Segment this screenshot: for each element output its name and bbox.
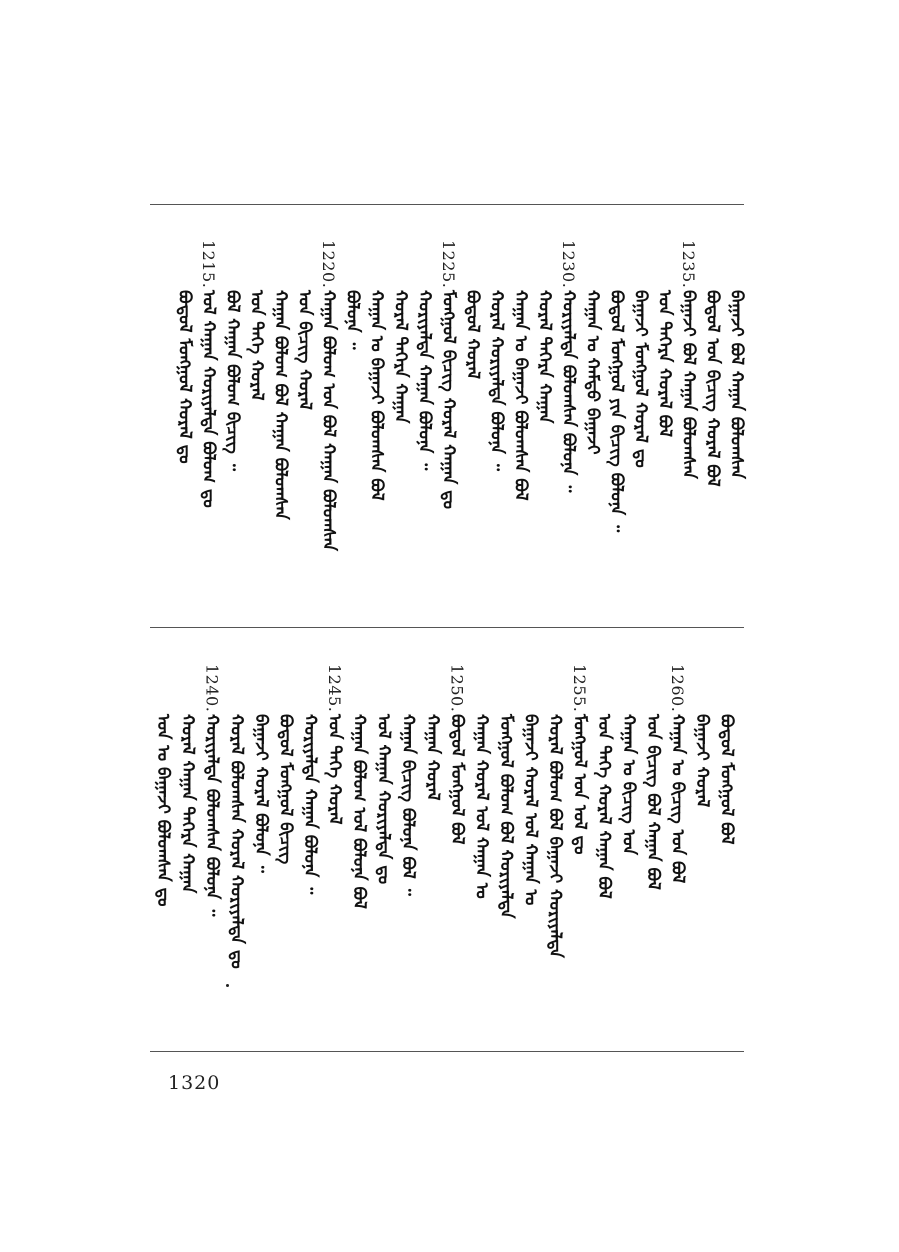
line-number: 1260. xyxy=(668,664,687,713)
verse-text: ᠬᠠᠭᠠᠨ ᠪᠣᠯᠤᠭ ᠤᠨ ᠪᠣᠯ ᠬᠠᠭᠠᠨ ᠪᠣᠯᠤᠭᠰᠠᠨ xyxy=(318,290,339,552)
verse-line xyxy=(434,240,462,509)
upper-verse-block xyxy=(170,240,750,552)
stray-dot xyxy=(226,984,229,987)
verse-text: ᠬᠤᠷᠠᠯ ᠬᠤᠷᠢᠶᠠᠯᠲᠠ ᠪᠣᠯᠤᠨᠠ ᠃ xyxy=(486,290,507,471)
verse-text: ᠬᠠᠭᠠᠨ ᠪᠣᠯᠤᠭ ᠤᠯ ᠪᠣᠯᠤᠨᠠ ᠪᠣᠯ xyxy=(349,714,369,909)
verse-text: ᠪᠠᠭᠠᠵᠢ ᠬᠤᠷᠠᠯ xyxy=(692,714,712,808)
verse-line xyxy=(516,664,544,905)
line-number: 1240. xyxy=(202,664,222,713)
verse-line xyxy=(722,240,750,479)
verse-line xyxy=(149,664,177,907)
verse-text: ᠮᠣᠩᠭᠣᠯ ᠪᠢᠴᠢᠭ ᠬᠤᠷᠠᠯ ᠬᠠᠭᠠᠨ ᠳᠤ xyxy=(438,290,459,510)
verse-line xyxy=(320,664,348,825)
verse-text: ᠪᠣᠳᠣᠯ ᠮᠣᠩᠭᠣᠯ ᠪᠣᠯ xyxy=(716,714,737,845)
verse-line xyxy=(506,240,534,501)
verse-line xyxy=(458,240,486,379)
line-number: 1225. xyxy=(439,240,458,289)
verse-text: ᠬᠤᠷᠢᠶᠠᠯᠲᠠ ᠪᠣᠯᠤᠭᠰᠠᠨ ᠪᠣᠯᠤᠨᠠ ᠃ xyxy=(202,714,222,917)
line-number: 1245. xyxy=(325,664,344,713)
verse-line xyxy=(314,240,342,551)
verse-text: ᠬᠤᠷᠢᠶᠠᠯᠲᠠ ᠬᠠᠭᠠᠨ ᠪᠣᠯᠤᠨᠠ ᠃ xyxy=(414,290,435,471)
verse-line xyxy=(674,240,702,479)
verse-line xyxy=(541,664,569,958)
verse-text: ᠤᠨ ᠳᠡᠭᠡᠷᠡ ᠬᠤᠷᠠᠯ ᠪᠣᠯ xyxy=(654,290,675,438)
verse-line xyxy=(338,240,366,350)
line-number: 1255. xyxy=(570,664,589,713)
verse-line xyxy=(173,664,201,893)
verse-line xyxy=(698,240,726,487)
verse-line xyxy=(712,664,740,845)
verse-line xyxy=(492,664,520,918)
verse-text: ᠪᠠᠭᠠᠵᠢ ᠪᠣᠯ ᠬᠠᠭᠠᠨ ᠪᠣᠯᠤᠭᠰᠠᠨ xyxy=(678,290,699,479)
verse-text: ᠬᠤᠷᠠᠯ ᠳᠡᠭᠡᠷᠡ ᠬᠠᠭᠠᠨ xyxy=(390,290,411,424)
verse-text: ᠤᠨ ᠤ ᠪᠠᠭᠠᠵᠢ ᠪᠣᠯᠤᠭᠰᠠᠨ ᠳᠤ xyxy=(153,714,173,907)
verse-line xyxy=(218,240,246,471)
verse-text: ᠬᠤᠷᠢᠶᠠᠯᠲᠠ ᠪᠣᠯᠤᠭᠰᠠᠨ ᠪᠣᠯᠤᠨᠠ ᠃ xyxy=(558,290,579,493)
verse-line xyxy=(614,664,642,855)
verse-text: ᠤᠨ ᠪᠢᠴᠢᠭ ᠪᠣᠯ ᠬᠠᠭᠠᠨ ᠪᠣᠯ xyxy=(643,714,663,890)
verse-line xyxy=(247,664,275,873)
verse-line xyxy=(290,240,318,410)
verse-text: ᠮᠣᠩᠭᠣᠯ ᠪᠣᠯᠤᠭ ᠪᠣᠯ ᠬᠤᠷᠢᠶᠠᠯᠲᠠ xyxy=(496,714,516,919)
verse-text: ᠤᠯ ᠬᠠᠭᠠᠨ ᠬᠤᠷᠢᠶᠠᠯᠲᠠ ᠳᠤ xyxy=(373,714,394,885)
verse-text: ᠪᠠᠭᠠᠵᠢ ᠮᠣᠩᠭᠣᠯ ᠬᠤᠷᠠᠯ ᠳᠤ xyxy=(630,290,651,468)
verse-line xyxy=(626,240,654,468)
verse-line xyxy=(650,240,678,437)
verse-text: ᠬᠤᠷᠠᠯ ᠪᠣᠯᠤᠭᠰᠠᠨ ᠬᠤᠷᠠᠯ ᠬᠤᠷᠢᠶᠠᠯᠲᠠ ᠳᠤ xyxy=(226,714,247,969)
verse-line xyxy=(467,664,495,899)
verse-line xyxy=(194,240,222,508)
verse-text: ᠪᠣᠯ ᠬᠠᠭᠠᠨ ᠪᠣᠯᠤᠭ ᠪᠢᠴᠢᠭ ᠃ xyxy=(222,290,243,471)
verse-line xyxy=(198,664,226,916)
verse-line xyxy=(482,240,510,471)
verse-text: ᠪᠣᠯᠤᠨᠠ ᠃ xyxy=(342,290,363,350)
verse-line xyxy=(663,664,691,883)
verse-line xyxy=(530,240,558,423)
page-number: 1320 xyxy=(168,1072,221,1094)
verse-text: ᠬᠤᠷᠠᠯ ᠪᠣᠯᠤᠭ ᠪᠣᠯ ᠪᠠᠭᠠᠵᠢ ᠬᠤᠷᠢᠶᠠᠯᠲᠠ xyxy=(545,714,565,958)
verse-text: ᠪᠣᠳᠣᠯ ᠮᠣᠩᠭᠣᠯ ᠪᠢᠴᠢᠭ xyxy=(275,714,296,865)
verse-line xyxy=(242,240,270,401)
lower-verse-block xyxy=(150,664,740,969)
verse-line xyxy=(639,664,667,890)
verse-text: ᠬᠠᠭᠠᠨ ᠬᠤᠷᠠᠯ xyxy=(422,714,443,801)
verse-text: ᠬᠠᠭᠠᠨ ᠤ ᠪᠠᠭᠠᠵᠢ ᠪᠣᠯᠤᠭᠰᠠᠨ ᠪᠣᠯ xyxy=(510,290,531,501)
verse-line xyxy=(578,240,606,455)
verse-text: ᠮᠣᠩᠭᠣᠯ ᠤᠨ ᠤᠯ ᠳᠤ xyxy=(569,714,590,855)
verse-text: ᠬᠤᠷᠢᠶᠠᠯᠲᠠ ᠬᠠᠭᠠᠨ ᠪᠣᠯᠤᠨᠠ ᠃ xyxy=(300,714,320,895)
verse-text: ᠬᠠᠭᠠᠨ ᠤ ᠪᠢᠴᠢᠭ ᠤᠨ ᠪᠣᠯ xyxy=(667,714,688,884)
verse-line xyxy=(369,664,397,884)
top-rule xyxy=(150,204,744,205)
verse-line xyxy=(345,664,373,909)
verse-text: ᠬᠠᠭᠠᠨ ᠤ ᠪᠠᠭᠠᠵᠢ ᠪᠣᠯᠤᠭᠰᠠᠨ ᠪᠣᠯ xyxy=(366,290,387,501)
verse-line xyxy=(271,664,299,864)
line-number: 1215. xyxy=(199,240,218,289)
verse-line xyxy=(688,664,716,807)
verse-text: ᠪᠣᠳᠣᠯ ᠤᠨ ᠪᠢᠴᠢᠭ ᠬᠤᠷᠠᠯ ᠪᠣᠯ xyxy=(702,290,723,487)
verse-text: ᠤᠨ ᠳᠡᠭᠡ ᠬᠤᠷᠠᠯ ᠬᠠᠭᠠᠨ ᠪᠣᠯ xyxy=(594,714,614,899)
verse-text: ᠪᠠᠭᠠᠵᠢ ᠬᠤᠷᠠᠯ ᠤᠯ ᠬᠠᠭᠠᠨ ᠣ xyxy=(520,714,541,906)
verse-text: ᠤᠨ ᠳᠡᠭᠡ ᠬᠤᠷᠠᠯ xyxy=(246,290,267,401)
verse-line xyxy=(443,664,471,845)
verse-line xyxy=(222,664,250,969)
line-number: 1220. xyxy=(319,240,338,289)
verse-text: ᠤᠨ ᠳᠡᠭᠡ ᠬᠤᠷᠠᠯ xyxy=(324,714,345,825)
verse-line xyxy=(590,664,618,899)
verse-text: ᠬᠠᠭᠠᠨ ᠬᠤᠷᠠᠯ ᠤᠯ ᠬᠠᠭᠠᠨ ᠣ xyxy=(471,714,492,899)
verse-line xyxy=(170,240,198,464)
verse-text: ᠪᠠᠭᠠᠵᠢ ᠬᠤᠷᠠᠯ ᠪᠣᠯᠤᠨᠠ ᠃ xyxy=(251,714,271,873)
line-number: 1250. xyxy=(447,664,467,713)
verse-line xyxy=(296,664,324,894)
verse-text: ᠪᠣᠳᠣᠯ ᠮᠣᠩᠭᠣᠯ ᠪᠣᠯ xyxy=(447,714,467,845)
verse-text: ᠪᠣᠳᠣᠯ ᠬᠤᠷᠠᠯ xyxy=(462,290,483,380)
verse-line xyxy=(410,240,438,470)
verse-line xyxy=(554,240,582,492)
line-number: 1235. xyxy=(679,240,698,289)
verse-line xyxy=(386,240,414,423)
verse-line xyxy=(418,664,446,801)
line-number: 1230. xyxy=(559,240,578,289)
verse-line xyxy=(602,240,630,532)
verse-line xyxy=(362,240,390,501)
middle-rule xyxy=(150,627,744,628)
verse-text: ᠬᠠᠭᠠᠨ ᠤ ᠬᠠᠮᠲᠤ ᠪᠠᠭᠠᠵᠢ xyxy=(582,290,603,455)
verse-text: ᠬᠠᠭᠠᠨ ᠪᠢᠴᠢᠭ ᠪᠣᠯᠤᠨᠠ ᠪᠣᠯ ᠃ xyxy=(398,714,418,896)
verse-text: ᠬᠤᠷᠠᠯ ᠳᠡᠭᠡᠷᠡ ᠬᠠᠭᠠᠨ xyxy=(534,290,555,424)
verse-line xyxy=(266,240,294,520)
verse-text: ᠤᠨ ᠪᠢᠴᠢᠭ ᠬᠤᠷᠠᠯ xyxy=(294,290,315,410)
verse-text: ᠬᠠᠭᠠᠨ ᠪᠣᠯᠤᠭ ᠪᠣᠯ ᠬᠠᠭᠠᠨ ᠪᠣᠯᠤᠭᠰᠠᠨ xyxy=(270,290,291,520)
verse-text: ᠬᠤᠷᠠᠯ ᠬᠠᠭᠠᠨ ᠳᠡᠭᠡᠷᠡ ᠬᠠᠭᠠᠨ xyxy=(177,714,198,894)
verse-text: ᠪᠣᠳᠣᠯ ᠮᠣᠩᠭᠣᠯ ᠶᠢᠨ ᠪᠢᠴᠢᠭ ᠪᠣᠯᠤᠨᠠ ᠃ xyxy=(606,290,627,533)
verse-text: ᠤᠯ ᠬᠠᠭᠠᠨ ᠬᠤᠷᠢᠶᠠᠯᠲᠠ ᠪᠣᠯᠤᠭ ᠳᠤ xyxy=(198,290,219,508)
bottom-rule xyxy=(150,1051,744,1052)
verse-line xyxy=(565,664,593,854)
verse-text: ᠬᠠᠭᠠᠨ ᠤ ᠪᠢᠴᠢᠭ ᠤᠨ xyxy=(618,714,639,856)
verse-text: ᠪᠠᠭᠠᠵᠢ ᠪᠣᠯ ᠬᠠᠭᠠᠨ ᠪᠣᠯᠤᠭᠰᠠᠨ xyxy=(726,290,747,479)
verse-text: ᠪᠣᠳᠣᠯ ᠮᠣᠩᠭᠣᠯ ᠬᠤᠷᠠᠯ ᠳᠤ xyxy=(174,290,195,464)
verse-line xyxy=(394,664,422,896)
